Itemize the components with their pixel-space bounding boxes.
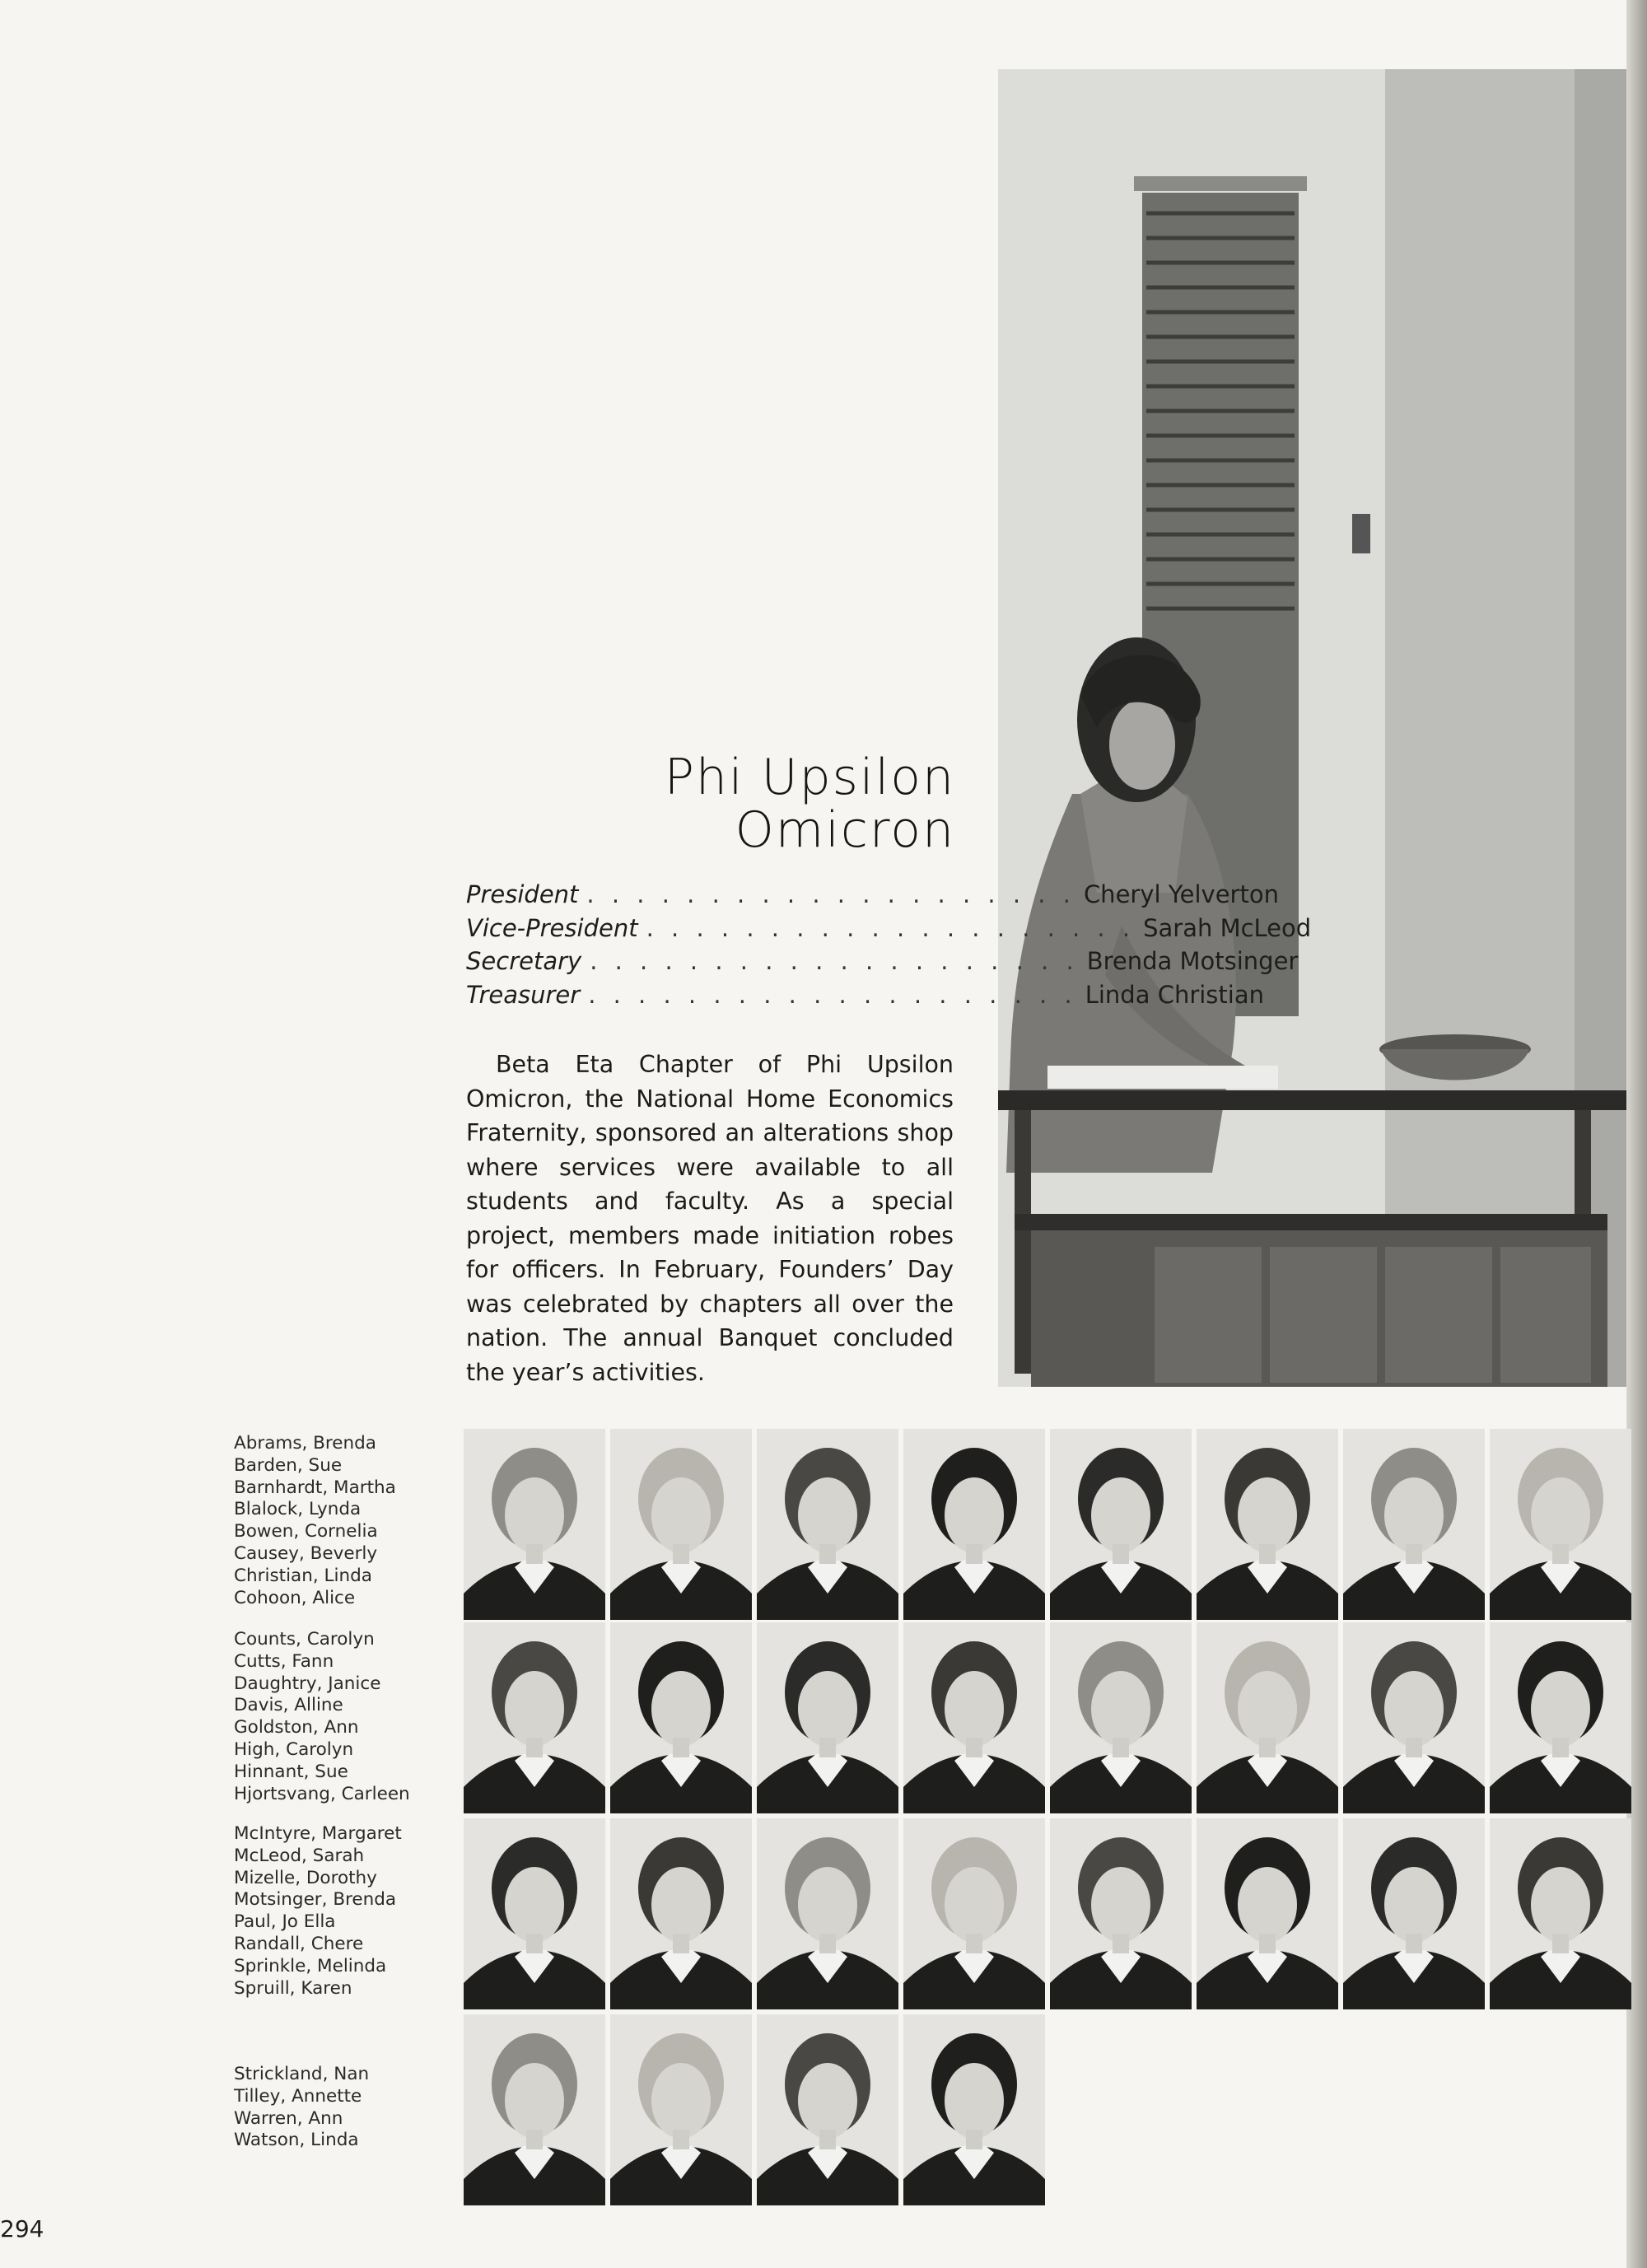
officer-name: Cheryl Yelverton [1083,880,1279,908]
officer-name: Linda Christian [1085,980,1264,1009]
member-name: Sprinkle, Melinda [234,1955,387,1976]
member-name: Paul, Jo Ella [234,1911,336,1933]
member-portrait [903,2014,1045,2205]
member-name: Mizelle, Dorothy [234,1867,377,1888]
member-name: Watson, Linda [234,2130,359,2151]
names-group-3 [234,1823,432,2000]
leader-dots: . . . . . . . . . . . . . . . . . . . . [586,880,1075,908]
member-portrait [610,2014,752,2205]
member-portrait [1343,1818,1485,2009]
member-name: Tilley, Annette [234,2085,362,2107]
member-portrait [610,1429,752,1620]
member-portrait [757,1622,898,1813]
member-portrait [1490,1622,1631,1813]
member-portrait [757,2014,898,2205]
member-portrait [1197,1818,1338,2009]
member-portrait [903,1818,1045,2009]
chapter-description: Beta Eta Chapter of Phi Upsilon Omicron, the National Home Economics Fraternity, sponsored an alterations shop where services were available to all students and faculty. As a special project, members made initiation robes for officers. In February, Founders’ Day was celebrated by chapters all over the nation. The annual Banquet concluded the year’s activities. [466,1051,954,1386]
officer-role: Treasurer [466,980,581,1009]
officer-role: President [466,880,579,908]
member-portrait [903,1622,1045,1813]
officer-row [466,878,1279,912]
member-name: Barnhardt, Martha [234,1477,396,1498]
officer-row [466,945,1299,978]
member-name: Warren, Ann [234,2107,343,2129]
member-name: Cohoon, Alice [234,1587,356,1608]
officer-row [466,912,1312,945]
member-portrait [1197,1429,1338,1620]
member-name: Randall, Chere [234,1933,364,1954]
member-portrait [1343,1622,1485,1813]
names-group-2 [234,1629,432,1805]
member-portrait [464,1622,605,1813]
member-portrait [757,1818,898,2009]
member-name: Hjortsvang, Carleen [234,1783,410,1804]
member-name: Spruill, Karen [234,1977,352,1999]
officer-role: Secretary [466,947,582,975]
member-portrait [1343,1429,1485,1620]
member-portrait [903,1429,1045,1620]
member-portrait [1490,1818,1631,2009]
officer-role: Vice-President [466,913,638,942]
page-title [527,749,955,859]
member-portrait [464,1429,605,1620]
title-line-1: Phi Upsilon [664,749,955,806]
member-name: Davis, Alline [234,1695,343,1716]
member-portrait [1490,1429,1631,1620]
leader-dots: . . . . . . . . . . . . . . . . . . . . [588,980,1077,1009]
member-name: Daughtry, Janice [234,1673,381,1694]
member-name: Cutts, Fann [234,1650,334,1672]
member-portrait [1050,1622,1192,1813]
member-portrait [464,2014,605,2205]
leader-dots: . . . . . . . . . . . . . . . . . . . . [590,947,1079,975]
names-group-1 [234,1433,432,1609]
member-portrait [610,1818,752,2009]
member-name: McIntyre, Margaret [234,1823,402,1844]
officer-name: Sarah McLeod [1143,913,1312,942]
member-portrait [1197,1622,1338,1813]
member-name: Motsinger, Brenda [234,1889,397,1911]
leader-dots: . . . . . . . . . . . . . . . . . . . . [646,913,1136,942]
member-portrait [610,1622,752,1813]
names-group-4 [234,2064,432,2152]
member-name: Strickland, Nan [234,2064,370,2084]
member-name: Barden, Sue [234,1454,343,1476]
member-name: Christian, Linda [234,1565,372,1586]
member-name: Goldston, Ann [234,1717,359,1738]
member-name: Abrams, Brenda [234,1433,376,1454]
title-line-2: Omicron [735,801,955,859]
hero-photo [998,69,1626,1387]
member-name: Hinnant, Sue [234,1761,348,1782]
officer-name: Brenda Motsinger [1086,947,1299,975]
officer-row [466,978,1264,1012]
member-portrait [464,1818,605,2009]
page-number: 294 [0,2215,44,2242]
member-portrait [757,1429,898,1620]
member-portrait [1050,1818,1192,2009]
member-name: McLeod, Sarah [234,1845,365,1866]
member-name: Counts, Carolyn [234,1629,375,1650]
officers-list [466,878,1312,1011]
member-name: Causey, Beverly [234,1542,378,1564]
member-name: Bowen, Cornelia [234,1521,378,1542]
member-name: High, Carolyn [234,1738,354,1760]
member-name: Blalock, Lynda [234,1499,362,1520]
member-portrait [1050,1429,1192,1620]
